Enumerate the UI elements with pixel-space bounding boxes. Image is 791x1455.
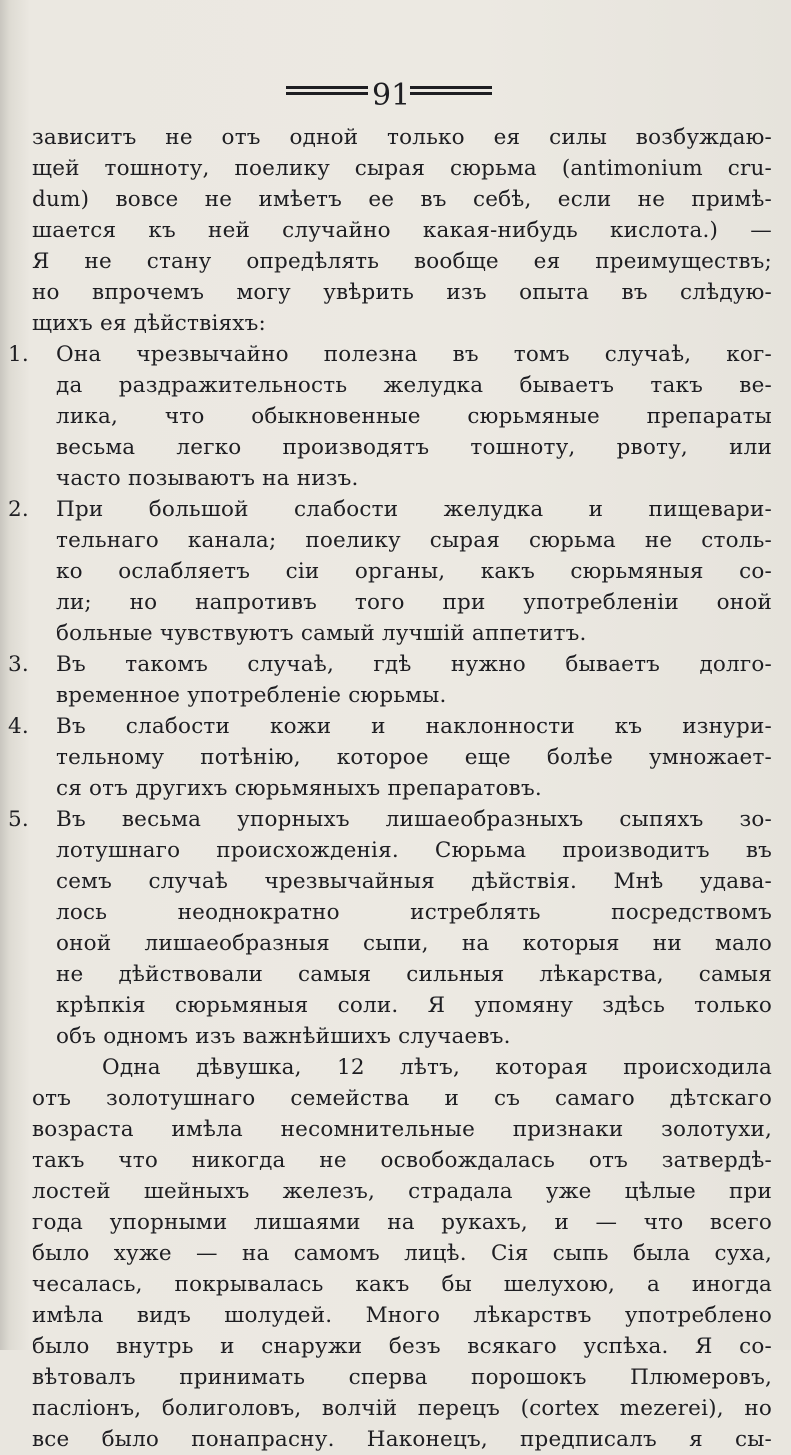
text-line: щихъ ея дѣйствіяхъ:: [32, 311, 266, 336]
text-line: Она чрезвычайно полезна въ томъ случаѣ, ког-: [56, 342, 772, 367]
text-line: Я не стану опредѣлять вообще ея преимуществъ;: [32, 249, 772, 274]
page-header: [0, 78, 791, 114]
text-line: все было понапрасну. Наконецъ, предписалъ я сы-: [32, 1427, 772, 1452]
text-line: тельнаго канала; поелику сырая сюрьма не столь-: [56, 528, 772, 553]
text-line: временное употребленіе сюрьмы.: [56, 683, 447, 708]
text-line: ко ослабляетъ сіи органы, какъ сюрьмяныя со-: [56, 559, 772, 584]
text-line: но впрочемъ могу увѣрить изъ опыта въ слѣдую-: [32, 280, 772, 305]
list-item-3: [8, 649, 772, 711]
list-item-number: 4.: [8, 714, 29, 739]
text-line: имѣла видъ шолудей. Много лѣкарствъ употреблено: [32, 1303, 772, 1328]
text-line: больные чувствуютъ самый лучшій аппетитъ.: [56, 621, 587, 646]
text-line: лостей шейныхъ железъ, страдала уже цѣлые при: [32, 1179, 772, 1204]
text-line: было хуже — на самомъ лицѣ. Сія сыпь была суха,: [32, 1241, 772, 1266]
text-line: крѣпкія сюрьмяныя соли. Я упомяну здѣсь только: [56, 993, 772, 1018]
text-line: оной лишаеобразныя сыпи, на которыя ни мало: [56, 931, 772, 956]
text-line: объ одномъ изъ важнѣйшихъ случаевъ.: [56, 1024, 511, 1049]
list-item-number: 2.: [8, 497, 29, 522]
list-item-number: 3.: [8, 652, 29, 677]
text-line: было внутрь и снаружи безъ всякаго успѣха. Я со-: [32, 1334, 772, 1359]
text-line: чесалась, покрывалась какъ бы шелухою, а иногда: [32, 1272, 772, 1297]
list-item-number: 5.: [8, 807, 29, 832]
list-item-4: [8, 711, 772, 804]
text-line: Въ такомъ случаѣ, гдѣ нужно бываетъ долго-: [56, 652, 772, 677]
text-line: Одна дѣвушка, 12 лѣтъ, которая происходила: [102, 1055, 772, 1080]
list-item-1: [8, 339, 772, 494]
page-body: [8, 122, 772, 1455]
text-line: пасліонъ, болиголовъ, волчій перецъ (cortex mezerei), но: [32, 1396, 772, 1421]
text-line: шается къ ней случайно какая-нибудь кислота.) —: [32, 218, 772, 243]
text-line: лось неоднократно истреблять посредствомъ: [56, 900, 772, 925]
header-rule-left: [286, 86, 368, 102]
text-line: лотушнаго происхожденія. Сюрьма производитъ въ: [56, 838, 772, 863]
text-line: лика, что обыкновенные сюрьмяные препараты: [56, 404, 772, 429]
list-item-number: 1.: [8, 342, 29, 367]
list-item-2: [8, 494, 772, 649]
text-line: вѣтовалъ принимать сперва порошокъ Плюмеровъ,: [32, 1365, 772, 1390]
text-line: да раздражительность желудка бываетъ такъ ве-: [56, 373, 772, 398]
text-line: возраста имѣла несомнительные признаки золотухи,: [32, 1117, 772, 1142]
text-line: отъ золотушнаго семейства и съ самаго дѣтскаго: [32, 1086, 772, 1111]
text-line: Въ слабости кожи и наклонности къ изнури-: [56, 714, 772, 739]
header-rule-right: [410, 86, 492, 102]
text-line: dum) вовсе не имѣетъ ее въ себѣ, если не примѣ-: [32, 187, 772, 212]
text-line: весьма легко производятъ тошноту, рвоту, или: [56, 435, 772, 460]
text-line: тельному потѣнію, которое еще болѣе умножает-: [56, 745, 772, 770]
text-line: ся отъ другихъ сюрьмяныхъ препаратовъ.: [56, 776, 542, 801]
text-line: Въ весьма упорныхъ лишаеобразныхъ сыпяхъ зо-: [56, 807, 772, 832]
case-paragraph: [32, 1052, 772, 1455]
list-item-5: [8, 804, 772, 1052]
text-line: часто позываютъ на низъ.: [56, 466, 359, 491]
text-line: зависитъ не отъ одной только ея силы возбуждаю-: [32, 125, 772, 150]
page-number: 91: [372, 78, 411, 113]
text-line: такъ что никогда не освобождалась отъ затвердѣ-: [32, 1148, 772, 1173]
text-line: щей тошноту, поелику сырая сюрьма (antimonium cru-: [32, 156, 772, 181]
intro-paragraph: [32, 122, 772, 339]
text-line: семъ случаѣ чрезвычайныя дѣйствія. Мнѣ удава-: [56, 869, 772, 894]
text-line: года упорными лишаями на рукахъ, и — что всего: [32, 1210, 772, 1235]
text-line: При большой слабости желудка и пищевари-: [56, 497, 772, 522]
text-line: не дѣйствовали самыя сильныя лѣкарства, самыя: [56, 962, 772, 987]
text-line: ли; но напротивъ того при употребленіи оной: [56, 590, 772, 615]
